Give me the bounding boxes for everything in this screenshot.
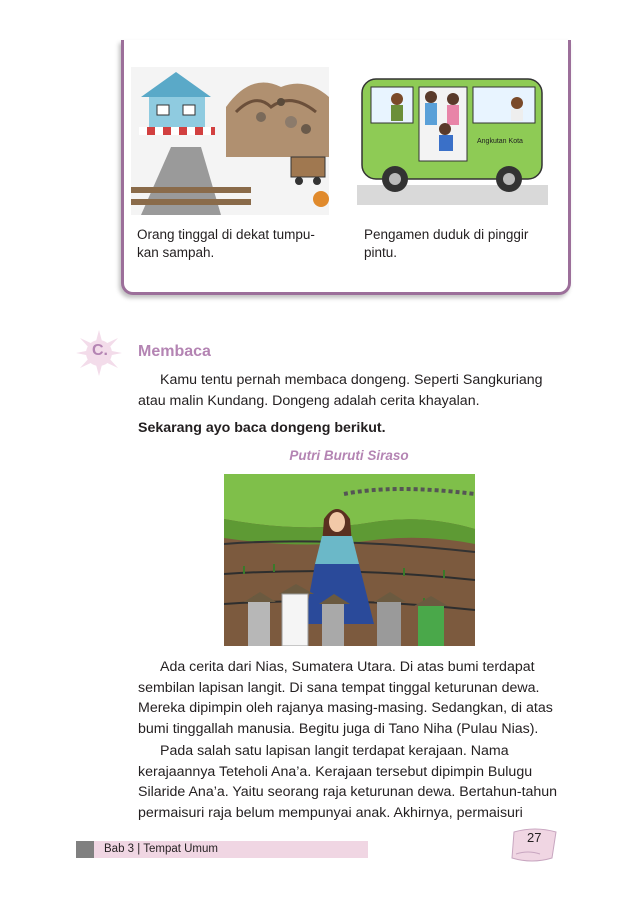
instruction-text: Sekarang ayo baca dongeng berikut. [138, 420, 386, 436]
section-letter: C. [92, 342, 108, 359]
story-paragraph-1 [138, 657, 560, 739]
left-caption [137, 226, 337, 262]
garbage-house-illustration [131, 67, 329, 215]
p2-line-1-text: Pada salah satu lapisan langit terdapat kerajaan. Nama [160, 743, 509, 759]
story-title: Putri Buruti Siraso [289, 448, 409, 463]
right-caption-line2: pintu. [364, 245, 398, 260]
left-caption-line2: kan sampah. [137, 245, 215, 260]
intro-line-2: atau malin Kundang. Dongeng adalah cerita khayalan. [138, 392, 480, 409]
p1-line-4: bumi tinggallah manusia. Begitu juga di Tano Niha (Pulau Nias). [138, 720, 539, 737]
p1-line-1 [138, 657, 560, 678]
p1-line-3: Mereka dipimpin oleh rajanya masing-masing. Sedangkan, di atas [138, 700, 553, 716]
story-paragraph-2 [138, 741, 560, 823]
p2-line-4: permaisuri raja belum mempunyai anak. Akhirnya, permaisuri [138, 804, 523, 821]
footer-marker [76, 841, 94, 858]
p2-line-2: kerajaannya Teteholi Ana’a. Kerajaan tersebut dipimpin Bulugu [138, 763, 533, 780]
left-caption-line1: Orang tinggal di dekat tumpu- [137, 227, 315, 242]
right-caption-line1: Pengamen duduk di pinggir [364, 227, 529, 242]
page-number: 27 [527, 830, 542, 845]
bus-sign: Angkutan Kota [477, 138, 523, 145]
p1-line-1-text: Ada cerita dari Nias, Sumatera Utara. Di atas bumi terdapat [160, 659, 535, 675]
p2-line-1 [138, 741, 560, 762]
intro-paragraph [138, 370, 560, 411]
right-caption [364, 226, 554, 262]
p1-line-2: sembilan lapisan langit. Di sana tempat tinggal keturunan dewa. [138, 679, 540, 696]
intro-line-1 [138, 370, 560, 391]
p2-line-3: Silaride Ana’a. Yaitu seorang raja keturunan dewa. Bertahun-tahun [138, 784, 558, 800]
bus-illustration [357, 67, 548, 215]
intro-line-1-text: Kamu tentu pernah membaca dongeng. Seperti Sangkuriang [160, 372, 543, 388]
story-illustration [224, 474, 475, 646]
chapter-label: Bab 3 | Tempat Umum [104, 843, 218, 855]
section-title: Membaca [138, 343, 211, 360]
